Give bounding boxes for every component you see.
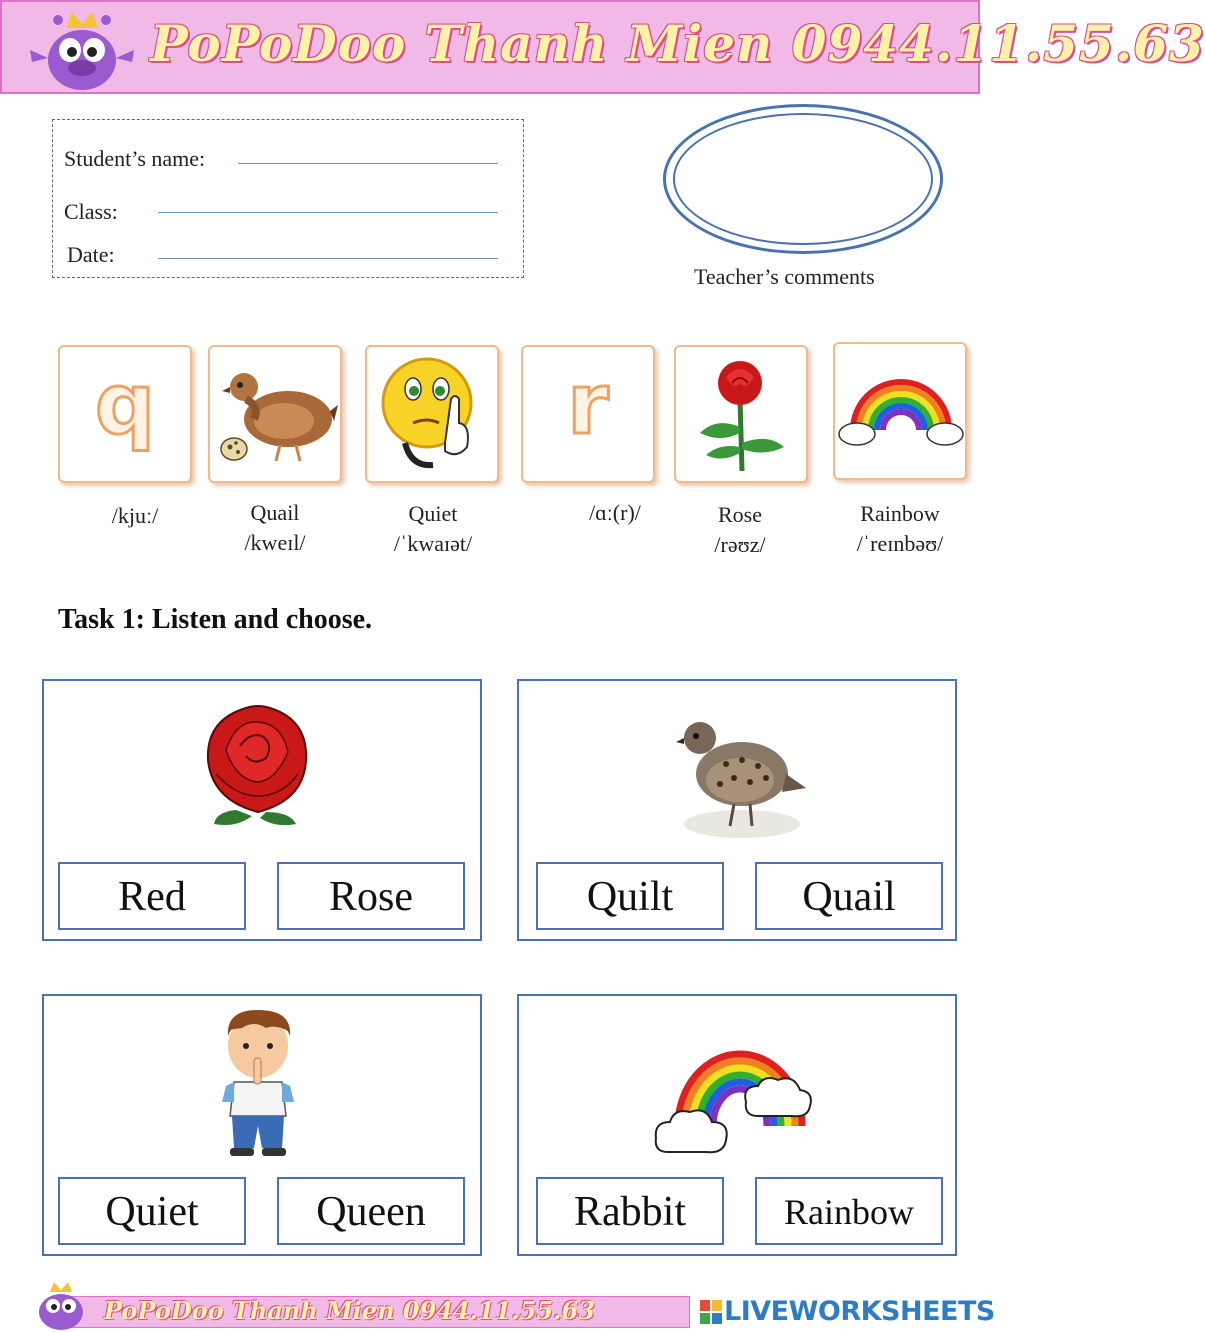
option-quilt[interactable]: Quilt [536,862,724,930]
word-quiet: Quiet [408,501,458,526]
card-quail [208,345,342,483]
option-rabbit[interactable]: Rabbit [536,1177,724,1245]
option-quiet[interactable]: Quiet [58,1177,246,1245]
footer-title: PoPoDoo Thanh Mien 0944.11.55.63 [104,1296,595,1325]
ipa-r: /ɑː(r)/ [589,500,641,525]
ipa-quiet: /ˈkwaɪət/ [393,531,473,556]
quail-icon [210,347,340,481]
teacher-comment-oval-inner [673,113,933,245]
header-title: PoPoDoo Thanh Mien 0944.11.55.63 [150,14,1205,73]
quiet-boy-icon [206,1006,310,1160]
quail-icon [670,704,812,844]
task1-title: Task 1: Listen and choose. [58,604,373,635]
ipa-rainbow: /ˈreɪnbəʊ/ [856,531,944,556]
teacher-comments-label: Teacher’s comments [694,264,875,289]
student-info-box [52,119,524,278]
mascot-icon [26,1276,96,1332]
card-rainbow [833,342,967,480]
liveworksheets-logo-icon [700,1300,722,1324]
letter-q: q [94,355,156,453]
ipa-quail: /kweɪl/ [244,530,306,555]
word-rainbow: Rainbow [860,501,940,526]
option-rainbow[interactable]: Rainbow [755,1177,943,1245]
option-queen[interactable]: Queen [277,1177,465,1245]
quiet-face-icon [367,347,497,481]
option-red[interactable]: Red [58,862,246,930]
rainbow-icon [835,344,965,478]
date-label: Date: [67,242,115,267]
class-label: Class: [64,199,118,224]
mascot-icon [22,2,142,96]
rainbow-icon [650,1022,816,1160]
card-quiet [365,345,499,483]
word-quail: Quail [250,500,300,525]
liveworksheets-brand[interactable]: LIVEWORKSHEETS [724,1296,995,1327]
letter-r: r [567,355,609,453]
date-line[interactable] [158,258,498,259]
word-rose: Rose [718,502,762,527]
class-line[interactable] [158,212,498,213]
option-rose[interactable]: Rose [277,862,465,930]
card-letter-r [521,345,655,483]
card-letter-q [58,345,192,483]
ipa-rose: /rəʊz/ [714,532,766,557]
student-name-label: Student’s name: [64,146,206,171]
student-name-line[interactable] [238,163,498,164]
card-rose [674,345,808,483]
option-quail[interactable]: Quail [755,862,943,930]
rose-icon [196,700,320,830]
rose-icon [676,347,806,481]
ipa-q: /kjuː/ [111,503,159,528]
